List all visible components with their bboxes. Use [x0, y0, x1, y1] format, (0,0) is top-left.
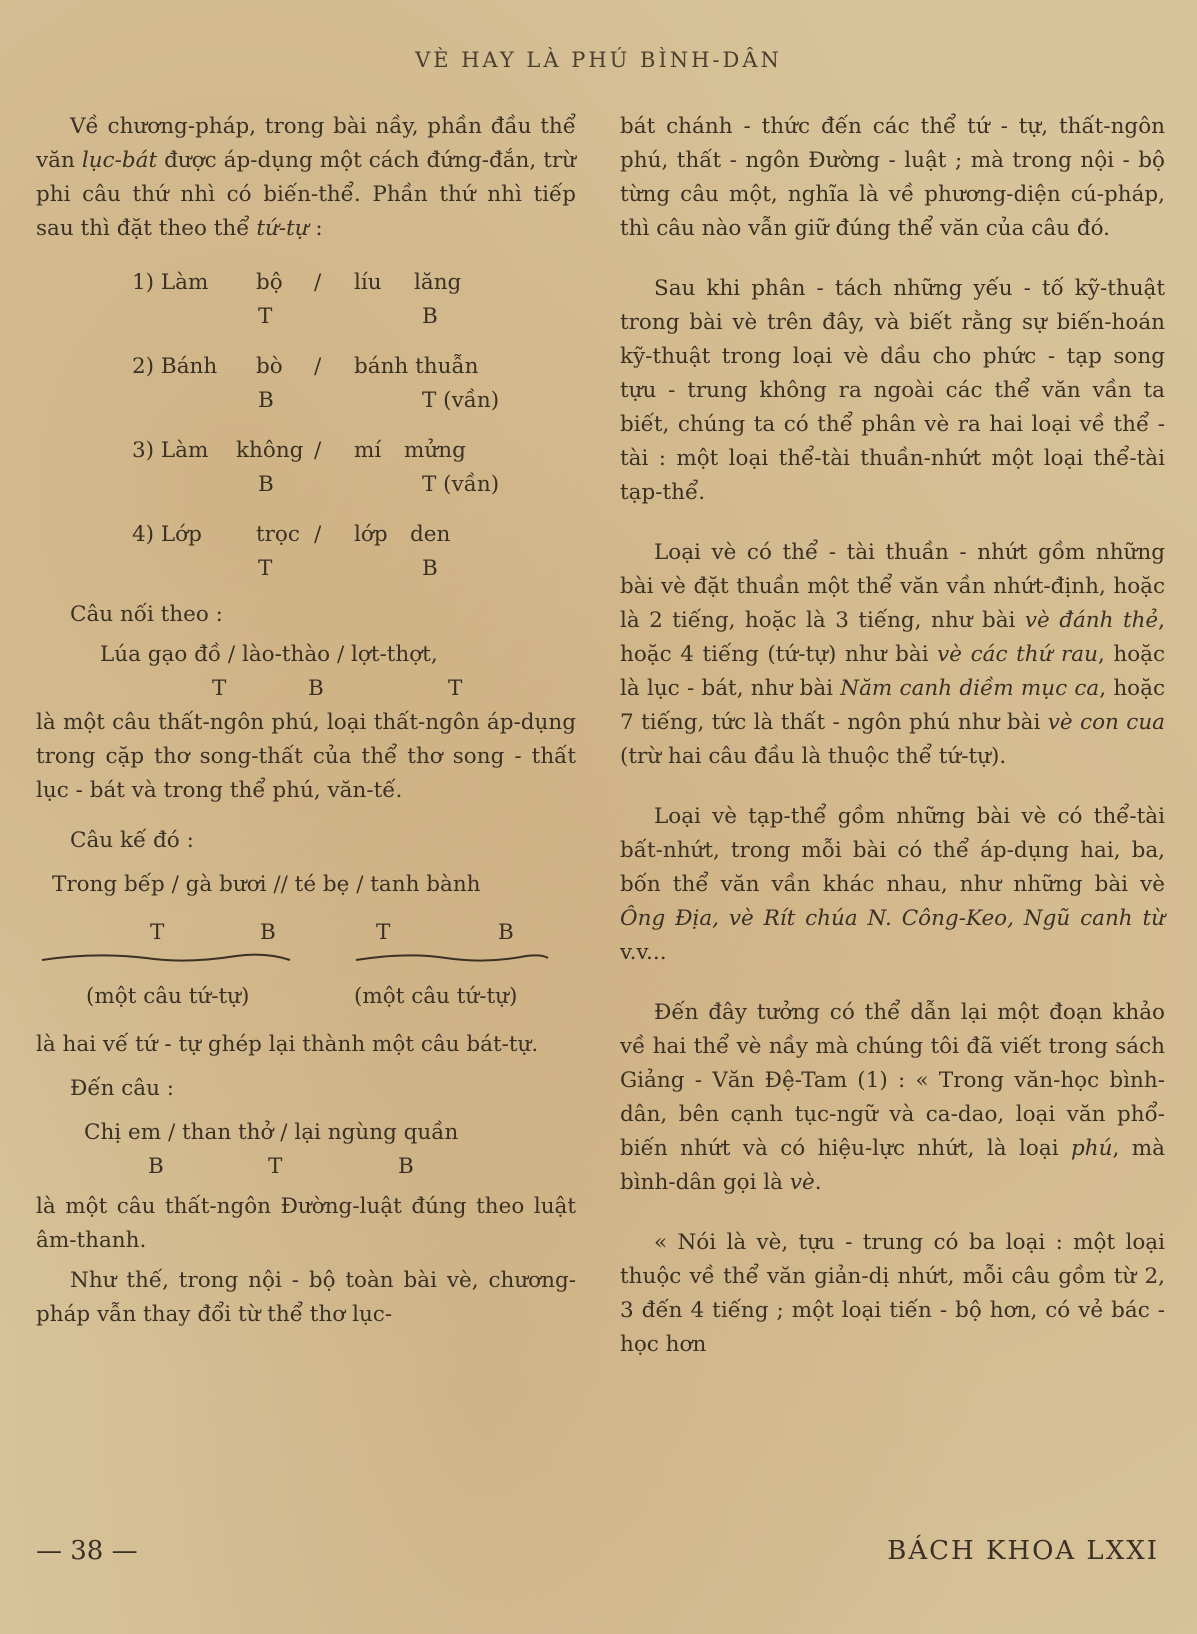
- nhu-the-paragraph: Như thế, trong nội - bộ toàn bài vè, chương-pháp vẫn thay đổi từ thể thơ lục-: [36, 1268, 576, 1327]
- lua-gao-tone-t1: T: [212, 676, 227, 701]
- right-column: [620, 110, 1165, 1362]
- example-4-slash: /: [314, 522, 322, 547]
- brace-marks: [36, 950, 576, 972]
- example-4-word-2: trọc: [256, 522, 300, 547]
- example-4-tones: [36, 552, 576, 586]
- brace-left: [42, 955, 290, 961]
- hai-ve-paragraph: là hai vế tứ - tự ghép lại thành một câu bát-tự.: [36, 1032, 539, 1057]
- den-day-text-a: Đến đây tưởng có thể dẫn lại một đoạn khảo về hai thể vè nầy mà chúng tôi đã viết trong sách Giảng - Văn Đệ-Tam (1) : « Trong văn-học bình-dân, bên cạnh tục-ngữ và ca-dao, loại văn phổ-biến nhứt và có hiệu-lực nhứt, là loại: [620, 1000, 1165, 1161]
- example-4-word-3: lớp: [354, 522, 388, 547]
- trong-bep-text: Trong bếp / gà bươi // té bẹ / tanh bành: [52, 872, 481, 897]
- chi-em-tone-t: T: [268, 1154, 283, 1179]
- loai2-italic-1: Ông Địa, vè Rít chúa N. Công-Keo, Ngũ canh từ: [620, 906, 1165, 931]
- chi-em-text: Chị em / than thở / lại ngùng quần: [84, 1120, 459, 1145]
- example-1-slash: /: [314, 270, 322, 295]
- trong-bep-tone-b2: B: [498, 920, 514, 945]
- example-4-word-1: 4) Lớp: [132, 522, 202, 547]
- loai1-text-b: , hoặc 4 tiếng (tứ-tự) như bài: [620, 608, 1166, 667]
- duong-luat-paragraph: là một câu thất-ngôn Đường-luật đúng theo luật âm-thanh.: [36, 1194, 576, 1253]
- intro-text-1: Về chương-pháp, trong bài nầy, phần đầu thể văn: [36, 114, 576, 173]
- noi-la-paragraph: « Nói là vè, tựu - trung có ba loại : một loại thuộc về thể văn giản-dị nhứt, mỗi câu gồm từ 2, 3 đến 4 tiếng ; một loại tiến - bộ hơn, có vẻ bác - học hơn: [620, 1230, 1165, 1357]
- example-3-word-3: mí: [354, 438, 382, 463]
- trong-bep-line: [36, 868, 576, 902]
- intro-text-2: được áp-dụng một cách đứng-đắn, trừ phi câu thứ nhì có biến-thể. Phần thứ nhì tiếp sau thì đặt theo thể: [36, 148, 576, 241]
- lua-gao-tone-t2: T: [448, 676, 463, 701]
- example-2-line: [36, 350, 576, 384]
- example-4-line: [36, 518, 576, 552]
- loai-tap-the-paragraph: [620, 800, 1165, 970]
- running-head: VÈ HAY LÀ PHÚ BÌNH-DÂN: [415, 48, 782, 72]
- mot-cau-label-1: (một câu tứ-tự): [86, 984, 250, 1009]
- den-day-italic-ve: vè: [789, 1170, 815, 1195]
- that-ngon-paragraph: là một câu thất-ngôn phú, loại thất-ngôn áp-dụng trong cặp thơ song-thất của thể thơ song - thất lục - bát và trong thể phú, văn-tế.: [36, 710, 576, 803]
- lua-gao-tone-b: B: [308, 676, 324, 701]
- loai1-text-e: (trừ hai câu đầu là thuộc thể tứ-tự).: [620, 744, 1007, 769]
- example-1-tone-b: B: [422, 304, 438, 329]
- loai1-text-a: Loại vè có thể - tài thuần - nhứt gồm những bài vè đặt thuần một thể văn vần nhứt-định, hoặc là 2 tiếng, hoặc là 3 tiếng, như bài: [620, 540, 1165, 633]
- chi-em-tone-b2: B: [398, 1154, 414, 1179]
- example-2-slash: /: [314, 354, 322, 379]
- example-1-line: [36, 266, 576, 300]
- continuation-paragraph: bát chánh - thức đến các thể tứ - tự, thất-ngôn phú, thất - ngôn Đường - luật ; mà trong nội - bộ từng câu một, nghĩa là về phương-diện cú-pháp, thì câu nào vẫn giữ đúng thể văn của câu đó.: [620, 114, 1165, 241]
- den-day-text-c: .: [814, 1170, 822, 1195]
- example-4-tone-b: B: [422, 556, 438, 581]
- example-1-word-1: 1) Làm: [132, 270, 209, 295]
- brace-right: [356, 955, 548, 960]
- loai1-italic-4: vè con cua: [1047, 710, 1166, 735]
- example-3-tone-b: B: [258, 472, 274, 497]
- example-4-tone-t: T: [258, 556, 273, 581]
- example-3-word-4: mửng: [404, 438, 466, 463]
- mot-cau-labels: [36, 980, 576, 1014]
- loai1-italic-1: vè đánh thẻ: [1024, 608, 1159, 633]
- example-3-tones: [36, 468, 576, 502]
- mot-cau-label-2: (một câu tứ-tự): [354, 984, 518, 1009]
- loai1-italic-2: vè các thứ rau: [937, 642, 1098, 667]
- example-2-tone-b: B: [258, 388, 274, 413]
- lua-gao-tones: [36, 672, 576, 706]
- example-2-tone-t: T (vần): [422, 388, 500, 413]
- magazine-name: BÁCH KHOA LXXI: [887, 1536, 1159, 1566]
- example-1-tone-t: T: [258, 304, 273, 329]
- lua-gao-line: [36, 638, 576, 672]
- chi-em-line: [36, 1116, 576, 1150]
- den-day-italic-phu: phú: [1071, 1136, 1113, 1161]
- example-2-tones: [36, 384, 576, 418]
- example-1-tones: [36, 300, 576, 334]
- trong-bep-tones: [36, 916, 576, 950]
- example-3-tone-t: T (vần): [422, 472, 500, 497]
- example-2-word-1: 2) Bánh: [132, 354, 218, 379]
- example-3-line: [36, 434, 576, 468]
- loai-thuan-nhut-paragraph: [620, 536, 1165, 774]
- brace-svg: [36, 950, 576, 972]
- example-2-word-3: bánh thuẫn: [354, 354, 479, 379]
- example-1-word-3: líu: [354, 270, 382, 295]
- intro-paragraph: [36, 110, 576, 246]
- trong-bep-tone-t2: T: [376, 920, 391, 945]
- example-3-word-2: không: [236, 438, 304, 463]
- lua-gao-text: Lúa gạo đồ / lào-thào / lợt-thợt,: [100, 642, 438, 667]
- example-1-word-4: lăng: [414, 270, 462, 295]
- left-column: [36, 110, 576, 1332]
- den-day-text-b: , mà bình-dân gọi là: [620, 1136, 1165, 1195]
- cau-ke-label: Câu kế đó :: [70, 828, 194, 853]
- example-3-word-1: 3) Làm: [132, 438, 209, 463]
- example-3-slash: /: [314, 438, 322, 463]
- loai1-text-c: , hoặc là lục - bát, như bài: [620, 642, 1165, 701]
- den-day-paragraph: [620, 996, 1165, 1200]
- loai1-italic-3: Năm canh diềm mục ca: [840, 676, 1100, 701]
- trong-bep-tone-b1: B: [260, 920, 276, 945]
- example-4-word-4: den: [410, 522, 451, 547]
- cau-noi-label: Câu nối theo :: [70, 602, 223, 627]
- loai2-text-a: Loại vè tạp-thể gồm những bài vè có thể-tài bất-nhứt, trong mỗi bài có thể áp-dụng hai, ba, bốn thể văn vần khác nhau, như những bài vè: [620, 804, 1165, 897]
- den-cau-label: Đến câu :: [70, 1076, 175, 1101]
- example-2-word-2: bò: [256, 354, 283, 379]
- example-1-word-2: bộ: [256, 270, 283, 295]
- intro-italic-2: tứ-tự: [256, 216, 309, 241]
- loai2-text-b: v.v...: [620, 940, 667, 965]
- chi-em-tone-b1: B: [148, 1154, 164, 1179]
- page-number: — 38 —: [36, 1536, 138, 1566]
- intro-text-3: :: [308, 216, 323, 241]
- loai1-text-d: , hoặc 7 tiếng, tức là thất - ngôn phú như bài: [620, 676, 1165, 735]
- sau-khi-paragraph: Sau khi phân - tách những yếu - tố kỹ-thuật trong bài vè trên đây, và biết rằng sự biến-hoán kỹ-thuật trong loại vè dầu cho phức - tạp song tựu - trung không ra ngoài các thể văn vần ta biết, chúng ta có thể phân vè ra hai loại về thể - tài : một loại thể-tài thuần-nhứt một loại thể-tài tạp-thể.: [620, 276, 1165, 505]
- trong-bep-tone-t1: T: [150, 920, 165, 945]
- chi-em-tones: [36, 1150, 576, 1184]
- intro-italic-1: lục-bát: [81, 148, 158, 173]
